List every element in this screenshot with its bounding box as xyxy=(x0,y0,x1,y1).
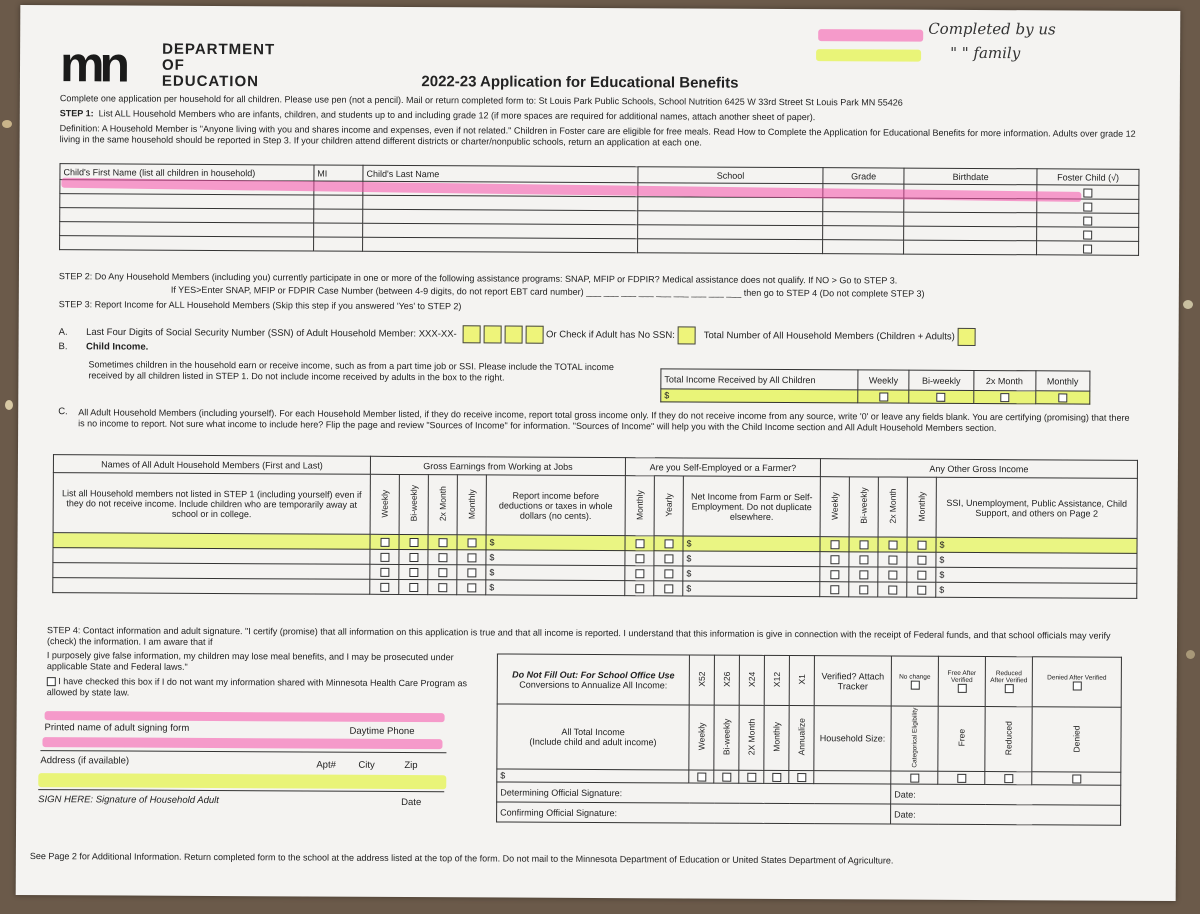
col-foster: Foster Child (√) xyxy=(1037,169,1139,186)
office-use-table: Do Not Fill Out: For School Office Use Conversions to Annualize All Income: X52 X26 X24 X12 X1 Verified? Attach Tracker No change Free After Verified Reduced After Verified Denied After Verified All Total Income (Include child and adult income) Weekly Bi-weekly 2X Month Monthly Annualize Household Size: Categorical Eligibility Free Reduced Denied $ Determining Official Signature: Date: Confirming Official Signature: Date: xyxy=(496,653,1122,825)
step4-false-info: I purposely give false information, my children may lose meal benefits, and I may be prosecuted under applicable State and Federal laws." xyxy=(46,650,454,673)
step1-label: STEP 1: xyxy=(59,108,94,119)
table-row: $ $ $ xyxy=(53,563,1137,584)
sign-date-label: Date xyxy=(401,796,422,809)
children-table xyxy=(59,163,1139,256)
foster-checkbox[interactable] xyxy=(1083,188,1092,197)
col-grade: Grade xyxy=(823,168,904,184)
adult-members-text: All Adult Household Members (including yourself). For each Household Member listed, if they do receive income, report total gross income only. If they do not receive income from any source, write '0' or leave any fields blank. You are certifying (promising) that there is no income to report. Not sure what income to include here? Flip the page and review "Sources of Income" for information. "Sources of Income" will help you with the Child Income section and All Adult Household Members section. xyxy=(78,407,1130,434)
step2-line1: STEP 2: Do Any Household Members (including you) currently participate in one or more of the following assistance programs: SNAP, MFIP or FDPIR? Medical assistance does not qualify. If NO > Go to STEP 3. xyxy=(58,271,898,286)
address-label: Address (if available) xyxy=(40,755,130,767)
sign-here-label: SIGN HERE: Signature of Household Adult xyxy=(38,794,219,807)
2x-month-checkbox[interactable] xyxy=(1000,393,1009,402)
biweekly-checkbox[interactable] xyxy=(937,393,946,402)
household-total-box[interactable] xyxy=(958,328,976,346)
step2-line2: If YES>Enter SNAP, MFIP or FDPIR Case Number (between 4-9 digits, do not report EBT card number) ___ ___ ___ ___ ___ ___ ___ ___ ___ then go to STEP 4 (Do not complete STEP 3) xyxy=(170,284,925,299)
adult-income-table: Names of All Adult Household Members (First and Last) Gross Earnings from Working at Jobs Are you Self-Employed or a Farmer? Any Other Gross Income List all Household members not listed in STEP 1 (including yourself) even if they do not receive income. Include children who are temporarily away at school or in college. Weekly Bi-weekly 2x Month Monthly Report income before deductions or taxes in whole dollars (no cents). Monthly Yearly Net Income from Farm or Self-Employment. Do not duplicate elsewhere. Weekly Bi-weekly 2x Month Monthly SSI, Unemployment, Public Assistance, Child Support, and others on Page 2 $ $ $ $ $ $ $ $ $ $ $ $ xyxy=(52,454,1138,599)
daytime-phone-label: Daytime Phone xyxy=(349,725,415,738)
application-form: mn DEPARTMENT OF EDUCATION Completed by us " " family 2022-23 Application for Educational Benefits Complete one application per household for all children. Please use pen (not a pencil). Mail or return completed form to: St Louis Park Public Schools, School Nutrition 6425 W 33rd Street St Louis Park MN 55426 STEP 1: List ALL Household Members who are infants, children, and students up to and including grade 12 (if more spaces are required for additional names, attach another sheet of paper). Definition: A Household Member is "Anyone living with you and shares income and expenses, even if not related." Children in Foster care are eligible for free meals. Read How to Complete the Application for Educational Benefits for more information. Adults over grade 12 living in the same household should be reported in Step 3. If your children attend different districts or charter/nonpublic schools, return an application at each one. Child's First Name (list all children in household) MI Child's Last Name School Grade Birthdate Foster Child (√) STEP 2: Do Any Household Members (including you) currently participate in one or more of the following assistance programs: SNAP, MFIP or FDPIR? Medical assistance does not qualify. If NO > Go to STEP 3. If YES>Enter SNAP, MFIP or FDPIR Case Number (between 4-9 digits, do not report EBT card number) ___ ___ ___ ___ ___ ___ ___ ___ ___ then go to STEP 4 (Do not complete STEP 3) STEP 3: Report Income for ALL Household Members (Skip this step if you answered 'Yes' to STEP 2) A. Last Four Digits of Social Security Number (SSN) of Adult Household Member: XXX-XX- Or Check if Adult has No SSN: Total Number of All Household Members (Children + Adults) B. Child Income. Sometimes children in the household earn or receive income, such as from a part time job or SSI. Please include the TOTAL income received by all children listed in STEP 1. Do not include income received by adults in the box to the right. Total Income Received by All Children Weekly Bi-weekly 2x Month Monthly $ C. All Adult Household Members (including yourself). For each Household Member listed, if they do receive income, report total gross income only. If they do not receive income from any source, write '0' or leave any fields blank. You are certifying (promising) that there is no income to report. Not sure what income to include here? Flip the page and review "Sources of Income" for information. "Sources of Income" will help you with the Child Income section and All Adult Household Members section. Names of All Adult Household Members (First and Last) Gross Earnings from Working at Jobs Are you Self-Employed or a Farmer? Any Other Gross Income List all Household members not listed in STEP 1 (including yourself) even if they do not receive income. Include children who are temporarily away at school or in college. Weekly Bi-weekly 2x Month Monthly Report income before deductions or taxes in whole dollars (no cents). Monthly Yearly Net Income from Farm or Self-Employment. Do not duplicate elsewhere. Weekly Bi-weekly 2x Month Monthly SSI, Unemployment, Public Assistance, Child Support, and others on Page 2 $ $ $ $ $ $ $ $ $ $ $ $ STEP 4: Contact information and adult signature. "I certify (promise) that all information on this application is true and that all income is reported. I understand that this information is give in connection with the receipt of Federal funds, and that school officials may verify (check) the information. I am aware that if I purposely give false information, my children may lose meal benefits, and I may be prosecuted under applicable State and Federal laws." I have checked this box if I do not want my information shared with Minnesota Health Care Program as allowed by state law. Printed name of adult signing form Daytime Phone Address (if available) Apt# City Zip SIGN HERE: Signature of Household Adult Date Do Not Fill Out: For School Office Use Conversions to Annualize All Income: X52 X26 X24 X12 X1 Verified? Attach Tracker No change Free After Verified Reduced After Verified Denied After Verified All Total Income (Include child and adult income) Weekly Bi-weekly 2X Month Monthly Annualize Household Size: Categorical Eligibility Free Reduced Denied $ Determining Official Signature: Date: Confirming Official Signature: Date: See Page 2 for Additional Information. Return completed form to the school at the address listed at the top of the form. Do not mail to the Minnesota Department of Education or United States Department of Agriculture. xyxy=(16,5,1181,901)
optout-checkbox[interactable] xyxy=(47,677,56,686)
child-income-title: Child Income. xyxy=(85,341,149,353)
no-ssn-label: Or Check if Adult has No SSN: xyxy=(545,329,675,341)
step1-text: List ALL Household Members who are infants, children, and students up to and including grade 12 (if more spaces are required for additional names, attach another sheet of paper). xyxy=(98,108,816,123)
handwritten-note-1: Completed by us xyxy=(928,19,1056,39)
col-last-name: Child's Last Name xyxy=(363,165,638,182)
step4-certify: STEP 4: Contact information and adult signature. "I certify (promise) that all information on this application is true and that all income is reported. I understand that this information is give in connection with the receipt of Federal funds, and that school officials may verify (check) the information. I am aware that if xyxy=(46,625,1111,648)
footer-note: See Page 2 for Additional Information. Return completed form to the school at the address listed at the top of the form. Do not mail to the Minnesota Department of Education or United States Department of Agriculture. xyxy=(29,851,894,866)
foster-checkbox[interactable] xyxy=(1083,202,1092,211)
ssn-digit-1[interactable] xyxy=(462,325,480,343)
ssn-digit-2[interactable] xyxy=(483,325,501,343)
child-income-table: Total Income Received by All Children Weekly Bi-weekly 2x Month Monthly $ xyxy=(660,368,1090,404)
instructions: Complete one application per household for all children. Please use pen (not a pencil). Mail or return completed form to: St Louis Park Public Schools, School Nutrition 6425 W 33rd Street St Louis Park MN 55426 xyxy=(59,93,903,108)
monthly-checkbox[interactable] xyxy=(1058,394,1067,403)
foster-checkbox[interactable] xyxy=(1083,216,1092,225)
table-row: $ $ $ xyxy=(53,578,1137,599)
ssn-label: Last Four Digits of Social Security Number (SSN) of Adult Household Member: XXX-XX- xyxy=(86,326,457,340)
col-school: School xyxy=(638,167,824,184)
determining-date: Date: xyxy=(891,784,1121,805)
ssn-digit-3[interactable] xyxy=(504,326,522,344)
col-mi: MI xyxy=(314,165,363,181)
col-first-name: Child's First Name (list all children in household) xyxy=(60,164,314,181)
form-title: 2022-23 Application for Educational Benefits xyxy=(421,73,739,92)
mde-logo: mn DEPARTMENT OF EDUCATION xyxy=(59,36,276,93)
printed-name-label: Printed name of adult signing form xyxy=(44,722,190,734)
handwritten-note-2: " " family xyxy=(950,43,1021,63)
city-label: City xyxy=(358,759,375,771)
table-row: $ $ $ xyxy=(53,548,1137,569)
ssn-digit-4[interactable] xyxy=(525,326,543,344)
foster-checkbox[interactable] xyxy=(1083,230,1092,239)
table-row: $ $ $ xyxy=(53,533,1137,554)
definition: Definition: A Household Member is "Anyone living with you and shares income and expenses, even if not related." Children in Foster care are eligible for free meals. Read How to Complete the Application for Educational Benefits for more information. Adults over grade 12 living in the same household should be reported in Step 3. If your children attend different districts or charter/nonpublic schools, return an application at each one. xyxy=(59,123,1136,148)
apt-label: Apt# xyxy=(316,759,336,771)
step3-title: STEP 3: Report Income for ALL Household Members (Skip this step if you answered 'Yes' to STEP 2) xyxy=(58,299,462,312)
weekly-checkbox[interactable] xyxy=(879,393,888,402)
col-birthdate: Birthdate xyxy=(904,168,1037,185)
determining-signature: Determining Official Signature: xyxy=(497,782,891,804)
confirming-signature: Confirming Official Signature: xyxy=(497,802,891,824)
confirming-date: Date: xyxy=(891,804,1121,825)
foster-checkbox[interactable] xyxy=(1083,244,1092,253)
household-total-label: Total Number of All Household Members (Children + Adults) xyxy=(703,330,955,343)
child-income-text: Sometimes children in the household earn or receive income, such as from a part time job or SSI. Please include the TOTAL income received by all children listed in STEP 1. Do not include income received by adults in the box to the right. xyxy=(88,359,614,383)
child-income-input[interactable]: $ xyxy=(661,389,858,403)
optout-text: I have checked this box if I do not want my information shared with Minnesota Health Care Program as allowed by state law. xyxy=(46,676,468,698)
zip-label: Zip xyxy=(404,759,418,772)
no-ssn-checkbox[interactable] xyxy=(678,326,696,344)
